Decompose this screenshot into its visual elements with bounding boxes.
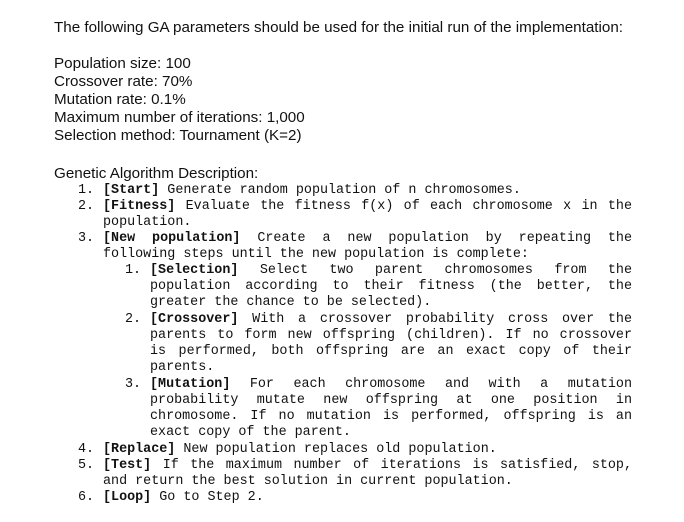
substep-tag: [Crossover] — [150, 312, 239, 327]
param-max-iterations: Maximum number of iterations: 1,000 — [54, 109, 305, 126]
step-5 — [78, 458, 632, 490]
step-number: 4. — [78, 442, 95, 457]
step-number: 6. — [78, 490, 95, 505]
step-text: New population replaces old population. — [183, 442, 497, 457]
substep-2 — [125, 312, 632, 376]
substep-text: With a crossover probability cross over the parents to form new offspring (children). If no crossover is performed, both offspring are an exact copy of their parents. — [150, 312, 632, 375]
substep-text: Select two parent chromosomes from the population according to their fitness (the better, the greater the chance to be selected). — [150, 263, 632, 310]
substep-1 — [125, 263, 632, 311]
step-number: 5. — [78, 458, 95, 473]
step-tag: [Loop] — [103, 490, 152, 505]
step-text: Go to Step 2. — [159, 490, 264, 505]
params-intro-text: The following GA parameters should be used for the initial run of the implementation: — [54, 19, 624, 36]
substep-tag: [Selection] — [150, 263, 239, 278]
step-4 — [78, 442, 632, 458]
param-selection-method: Selection method: Tournament (K=2) — [54, 127, 302, 144]
step-6 — [78, 490, 632, 506]
step-text: Generate random population of n chromosomes. — [167, 183, 521, 198]
step-number: 2. — [78, 199, 95, 214]
substep-tag: [Mutation] — [150, 377, 231, 392]
substep-text: For each chromosome and with a mutation probability mutate new offspring at one position in chromosome. If no mutation is performed, offspring is an exact copy of the parent. — [150, 377, 632, 440]
step-text: If the maximum number of iterations is satisfied, stop, and return the best solution in current population. — [103, 458, 632, 489]
step-2 — [78, 199, 632, 231]
step-text: Evaluate the fitness f(x) of each chromosome x in the population. — [103, 199, 632, 230]
step-1 — [78, 183, 632, 199]
step-3 — [78, 231, 632, 263]
substep-number: 1. — [125, 263, 142, 278]
step-tag: [Test] — [103, 458, 152, 473]
step-number: 3. — [78, 231, 95, 246]
substep-number: 3. — [125, 377, 142, 392]
param-crossover-rate: Crossover rate: 70% — [54, 73, 193, 90]
step-tag: [Fitness] — [103, 199, 176, 214]
params-list — [54, 55, 632, 145]
param-population-size: Population size: 100 — [54, 55, 191, 72]
step-tag: [Start] — [103, 183, 160, 198]
substep-3 — [125, 377, 632, 441]
step-number: 1. — [78, 183, 95, 198]
step-tag: [Replace] — [103, 442, 176, 457]
step-text: Create a new population by repeating the following steps until the new population is complete: — [103, 231, 632, 262]
description-heading — [54, 165, 632, 183]
param-mutation-rate: Mutation rate: 0.1% — [54, 91, 186, 108]
step-tag: [New population] — [103, 231, 241, 246]
description-heading-text: Genetic Algorithm Description: — [54, 165, 259, 182]
substep-number: 2. — [125, 312, 142, 327]
params-intro — [54, 19, 632, 37]
